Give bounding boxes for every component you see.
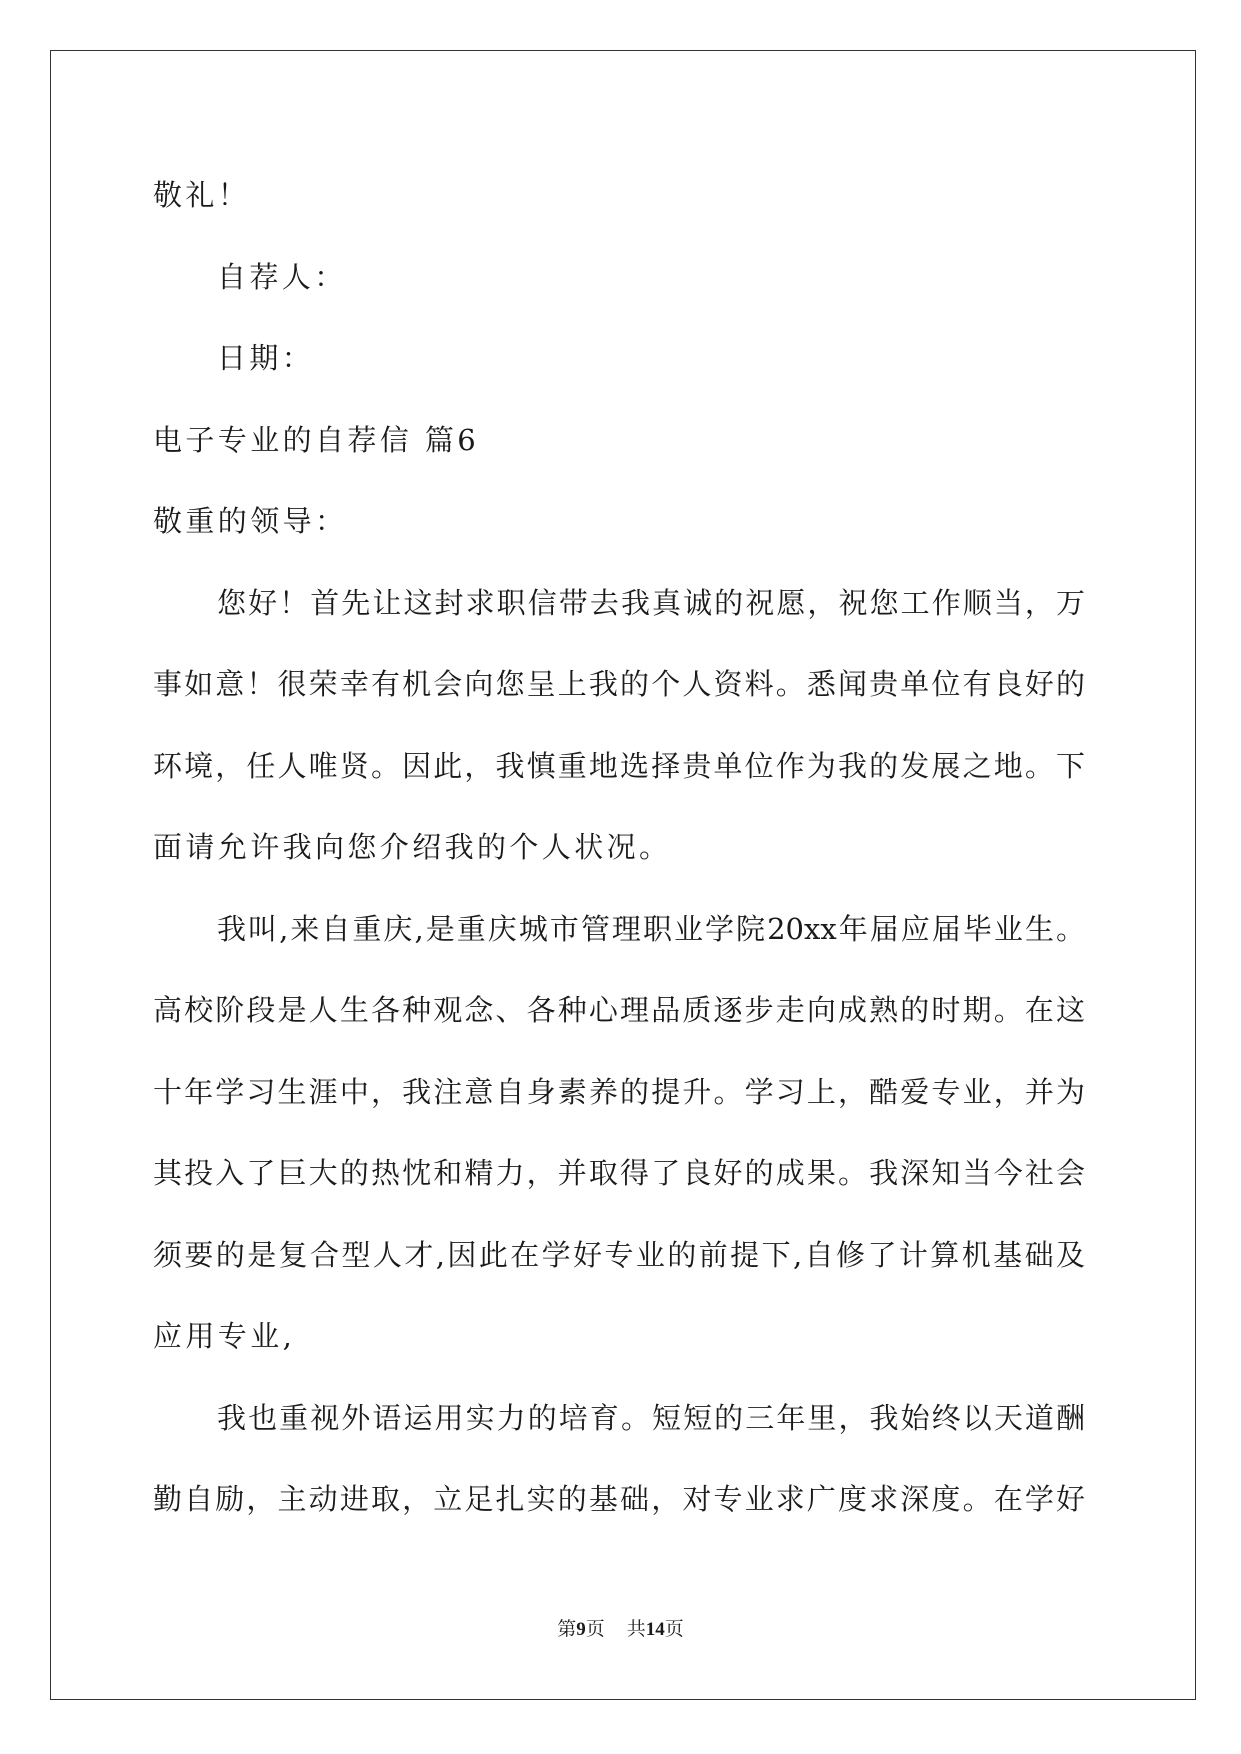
paragraph-line: 我也重视外语运用实力的培育。短短的三年里，我始终以天道酬 xyxy=(217,1400,1085,1435)
paragraph-line: 我叫,来自重庆,是重庆城市管理职业学院20xx年届应届毕业生。 xyxy=(217,911,1085,946)
footer-page-suffix: 页 xyxy=(585,1618,605,1640)
current-page-number: 9 xyxy=(576,1619,586,1640)
page-footer xyxy=(0,1614,1241,1641)
paragraph-line: 其投入了巨大的热忱和精力，并取得了良好的成果。我深知当今社会 xyxy=(153,1156,1085,1190)
salutation: 敬重的领导： xyxy=(153,504,348,538)
footer-prefix: 第 xyxy=(557,1618,577,1640)
paragraph-line: 环境，任人唯贤。因此，我慎重地选择贵单位作为我的发展之地。下 xyxy=(153,748,1085,783)
section-heading: 电子专业的自荐信 篇6 xyxy=(153,422,480,457)
paragraph-line: 十年学习生涯中，我注意自身素养的提升。学习上，酷爱专业，并为 xyxy=(153,1074,1085,1109)
paragraph-line: 须要的是复合型人才,因此在学好专业的前提下,自修了计算机基础及 xyxy=(153,1237,1085,1272)
closing-salute: 敬礼！ xyxy=(153,178,251,212)
paragraph-line: 面请允许我向您介绍我的个人状况。 xyxy=(153,830,672,864)
signature-date: 日期： xyxy=(217,341,315,375)
paragraph-line: 勤自励，主动进取，立足扎实的基础，对专业求广度求深度。在学好 xyxy=(153,1482,1085,1516)
document-body xyxy=(153,155,1085,1541)
paragraph-line: 您好！首先让这封求职信带去我真诚的祝愿，祝您工作顺当，万 xyxy=(217,585,1085,620)
paragraph-line: 高校阶段是人生各种观念、各种心理品质逐步走向成熟的时期。在这 xyxy=(153,993,1085,1027)
footer-total-prefix: 共 xyxy=(626,1618,646,1640)
total-pages-number: 14 xyxy=(645,1619,665,1640)
paragraph-line: 事如意！很荣幸有机会向您呈上我的个人资料。悉闻贵单位有良好的 xyxy=(153,667,1085,701)
footer-total-suffix: 页 xyxy=(664,1618,684,1640)
paragraph-line: 应用专业, xyxy=(153,1319,296,1353)
signature-recommender: 自荐人： xyxy=(217,259,347,294)
